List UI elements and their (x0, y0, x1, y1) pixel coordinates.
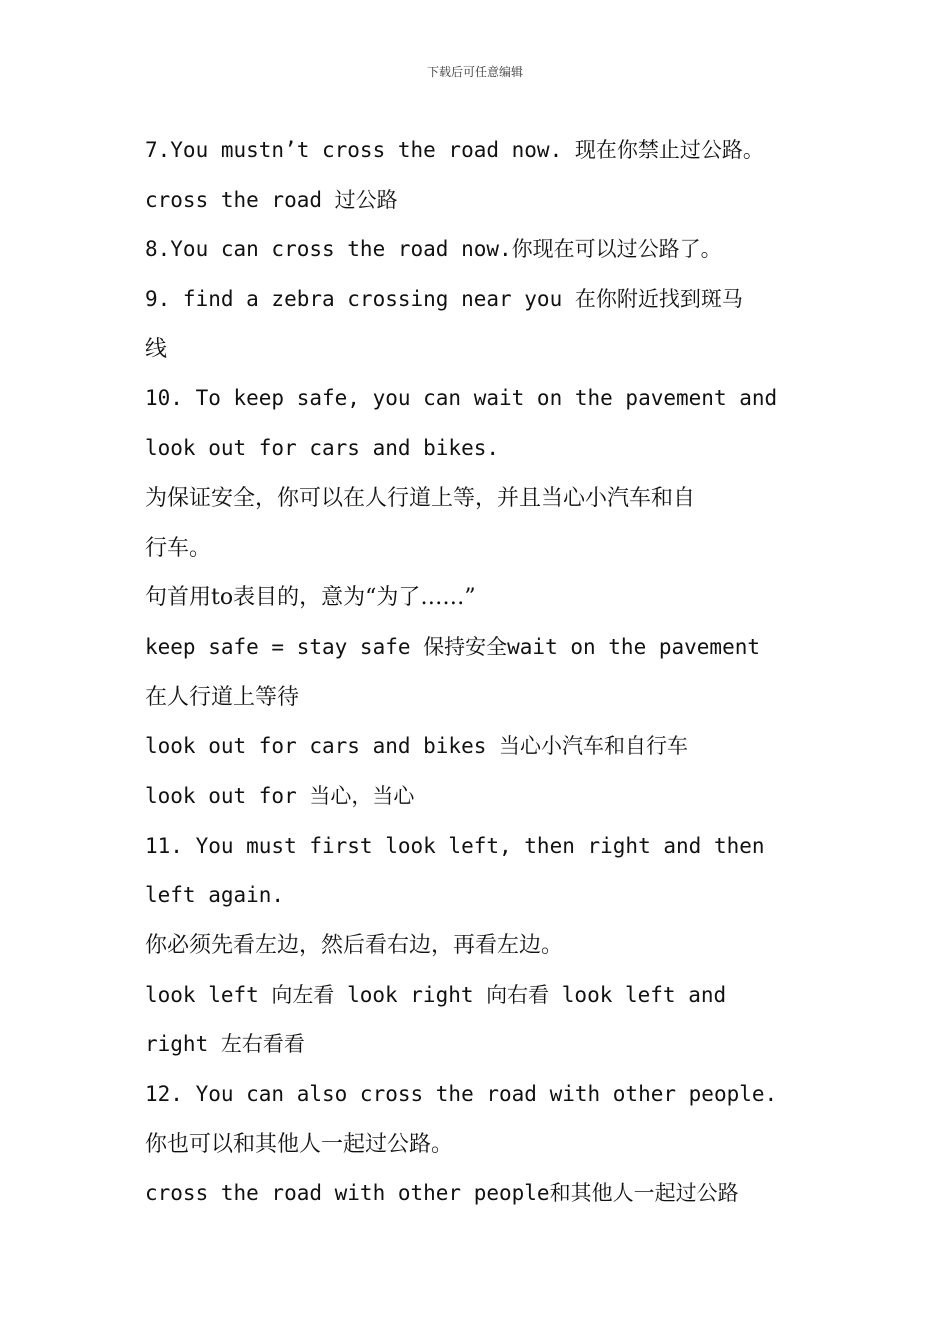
text-line: right 左右看看 (145, 1032, 305, 1057)
text-line: look left 向左看 look right 向右看 look left and (145, 982, 727, 1007)
text-line: 11. You must first look left, then right and then (145, 833, 765, 858)
text-line: 线 (145, 336, 168, 362)
text-line: 9. find a zebra crossing near you 在你附近找到斑马 (145, 287, 743, 312)
page-header (0, 64, 950, 80)
text-line: 为保证安全，你可以在人行道上等，并且当心小汽车和自 (145, 485, 696, 511)
text-line: look out for 当心，当心 (145, 783, 415, 808)
text-line: 你也可以和其他人一起过公路。 (145, 1131, 454, 1157)
text-line: 行车。 (145, 535, 212, 561)
text-line: 在人行道上等待 (145, 684, 300, 710)
text-line: 句首用to表目的，意为“为了……” (145, 585, 476, 611)
text-line: cross the road with other people和其他人一起过公路 (145, 1181, 739, 1206)
text-line: 12. You can also cross the road with other people. (145, 1082, 778, 1107)
text-line: 7.You mustn’t cross the road now. 现在你禁止过公路。 (145, 138, 764, 162)
text-line: 8.You can cross the road now.你现在可以过公路了。 (145, 237, 722, 262)
text-line: look out for cars and bikes 当心小汽车和自行车 (145, 734, 689, 759)
text-line: look out for cars and bikes. (145, 436, 500, 461)
text-line: 你必须先看左边，然后看右边，再看左边。 (145, 933, 564, 958)
header-text: 下载后可任意编辑 (426, 65, 523, 79)
text-line: keep safe = stay safe 保持安全wait on the pavement (145, 634, 761, 659)
text-line: 10. To keep safe, you can wait on the pavement and (145, 386, 778, 411)
document-body (145, 126, 810, 1219)
text-line: cross the road 过公路 (145, 187, 398, 212)
text-line: left again. (145, 883, 285, 908)
